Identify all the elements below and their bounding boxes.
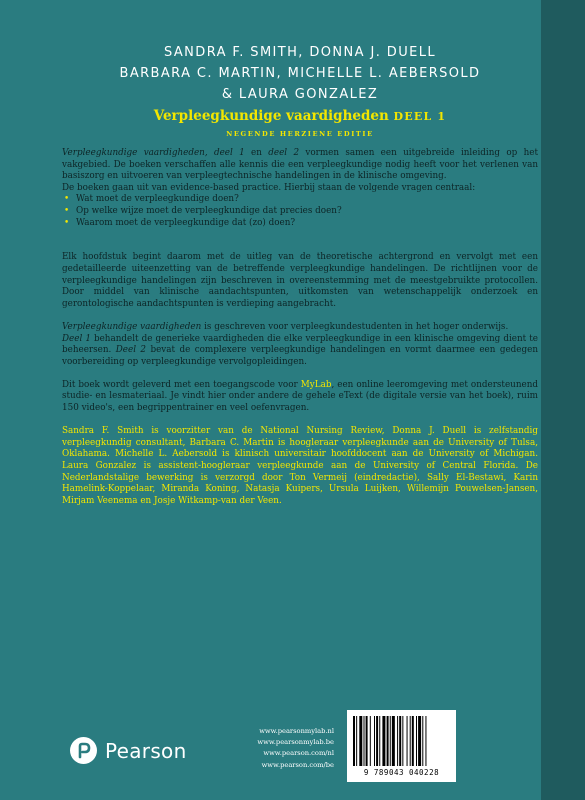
list-item-text: Wat moet de verpleegkundige doen? [76,194,239,205]
barcode-bar [402,716,403,766]
book-title [62,106,538,127]
list-item [62,206,538,218]
url-list [238,726,334,771]
barcode-bar [364,716,365,766]
barcode-bar [397,716,398,766]
bullet-icon: • [64,194,70,205]
author-line: SANDRA F. SMITH, DONNA J. DUELL [163,45,437,60]
barcode-bar [382,716,385,766]
volume-name: Deel 1 [62,333,91,344]
barcode-bar [356,716,357,766]
blurb [62,148,538,507]
publisher-logo [70,737,187,764]
list-item-text: Op welke wijze moet de verpleegkundige dat precies doen? [76,205,342,216]
barcode-bar [422,716,423,766]
chapter-paragraph: Elk hoofdstuk begint daarom met de uitleg van de theoretische achtergrond en vervolgt met een gedetailleerde uiteenzetting van de betreffende verpleegkundige handelingen. De richtlijnen voor de verpleegkundige handelingen zijn beschreven in overeenstemming met de meestgebruikte protocollen. Door middel van klinische aandachtspunten, uitkomsten van wetenschappelijk onderzoek en gerontologische aandachtspunten is verdieping aangebracht. [62,252,538,309]
barcode-bar [353,716,355,766]
bullet-icon: • [64,205,70,216]
barcode-bar [390,716,391,766]
barcode-bar [387,716,389,766]
book-name: Verpleegkundige vaardigheden, deel 1 [62,148,245,158]
title-deel: DEEL 1 [393,110,447,123]
isbn-number: 9 789043 040228 [363,768,440,777]
isbn-barcode [347,710,456,782]
author-line: & LAURA GONZALEZ [221,87,379,102]
barcode-bar [379,716,380,766]
list-item [62,194,538,206]
publisher-name: Pearson [105,738,187,763]
mylab-link[interactable]: MyLab [300,379,332,390]
text-run: Dit boek wordt geleverd met een toegangscode voor [62,379,301,390]
book-name: deel 2 [268,148,300,158]
text-run: vormen samen een uitgebreide inleiding op het vakgebied. De boeken verschaffen alle kennis die een verpleegkundige nodig heeft voor het verlenen van basiszorg en uitvoeren van verpleegtechnische handelingen in de klinische omgeving. [62,148,538,182]
url-link[interactable]: www.pearson.com/nl [263,749,334,758]
author-list [62,42,538,105]
url-link[interactable]: www.pearsonmylab.nl [259,727,334,735]
barcode-bar [418,716,421,766]
barcode-bar [359,716,362,766]
list-item [62,218,538,230]
barcode-bar [370,716,371,766]
text-run: behandelt de generieke vaardigheden die elke verpleegkundige in een klinische omgeving dient te beheersen. [62,333,539,356]
barcode-bar [374,716,375,766]
about-authors-paragraph: Sandra F. Smith is voorzitter van de National Nursing Review, Donna J. Duell is zelfstandig verpleegkundig consultant, Barbara C. Martin is hoogleraar verpleegkunde aan de University of Tulsa, Oklahama. Michelle L. Aebersold is klinisch universitair hoofddocent aan de University of Michigan. Laura Gonzalez is assistent-hoogleraar verpleegkunde aan de University of Central Florida. De Nederlandstalige bewerking is verzorgd door Ton Vermeij (eindredactie), Sally El-Bestawi, Karin Hamelink-Koppelaar, Miranda Koning, Natasja Kuipers, Ursula Luijken, Willemijn Pouwelsen-Jansen, Mirjam Veenema en Josje Witkamp-van der Veen. [62,426,538,506]
barcode-bar [376,716,378,766]
barcode-bar [425,716,426,766]
back-cover-content [62,42,538,507]
barcode-bar [412,716,414,766]
text-run: , een online leeromgeving met ondersteunend studie- en lesmateriaal. Je vindt hier onder andere de gehele eText (de digitale versie van het boek), ruim 150 video's, een begrippentrainer en veel oefenvragen. [62,379,539,414]
title-main: Verpleegkundige vaardigheden [153,108,394,124]
edition-label: NEGENDE HERZIENE EDITIE [226,130,374,138]
url-link[interactable]: www.pearson.com/be [261,760,334,769]
volume-name: Deel 2 [115,345,147,356]
book-name: Verpleegkundige vaardigheden [62,321,202,332]
text-run: is geschreven voor verpleegkundestudenten in het hoger onderwijs. [201,321,509,332]
text-run: bevat de complexere verpleegkundige handelingen en vormt daarmee een gedegen voorbereiding op verpleegkundige vervolgopleidingen. [62,345,538,367]
barcode-bar [407,716,408,766]
barcode-bar [399,716,401,766]
question-list [62,194,538,229]
audience-paragraph [62,322,538,334]
barcode-bar [392,716,395,766]
pearson-p-icon [70,737,97,764]
barcode-bar [366,716,368,766]
text-run: en [244,148,269,158]
barcode-bar [416,716,417,766]
mylab-paragraph [62,380,538,415]
author-line: BARBARA C. MARTIN, MICHELLE L. AEBERSOLD [119,66,481,81]
bullet-icon: • [64,217,70,228]
book-spine [541,0,585,800]
list-item-text: Waarom moet de verpleegkundige dat (zo) doen? [76,217,296,228]
evidence-paragraph: De boeken gaan uit van evidence-based practice. Hierbij staan de volgende vragen centraal: [62,182,476,193]
url-link[interactable]: www.pearsonmylab.be [257,738,334,747]
volumes-paragraph [62,334,538,369]
barcode-bars [353,716,450,766]
barcode-bar [410,716,411,766]
intro-paragraph [62,148,538,183]
